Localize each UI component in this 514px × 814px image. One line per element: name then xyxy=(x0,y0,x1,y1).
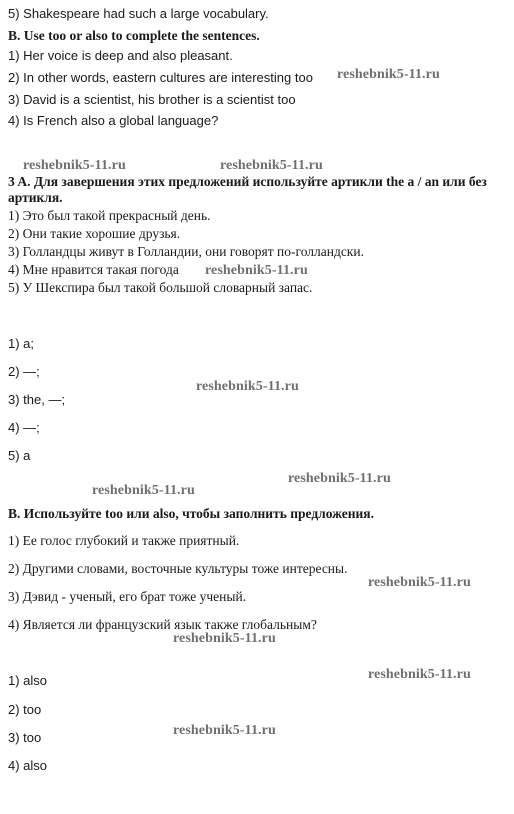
section-b-ru-item-2: 2) Другими словами, восточные культуры тоже интересны. xyxy=(8,561,348,576)
section-b-ru-answer-4: 4) also xyxy=(8,758,48,773)
section-b-ru-item-3: 3) Дэвид - ученый, его брат тоже ученый. xyxy=(8,589,247,604)
section-3a-answer-2: 2) —; xyxy=(8,364,40,379)
watermark: reshebnik5-11.ru xyxy=(368,667,471,682)
english-b-item-1: 1) Her voice is deep and also pleasant. xyxy=(8,48,233,63)
watermark: reshebnik5-11.ru xyxy=(368,575,471,590)
watermark: reshebnik5-11.ru xyxy=(92,483,195,498)
section-3a-answer-4: 4) —; xyxy=(8,420,40,435)
section-3a-answer-1: 1) a; xyxy=(8,336,35,351)
watermark: reshebnik5-11.ru xyxy=(196,379,299,394)
section-b-heading-ru: B. Используйте too или also, чтобы заполнить предложения. xyxy=(8,506,374,521)
watermark: reshebnik5-11.ru xyxy=(173,723,276,738)
section-3a-item-5: 5) У Шекспира был такой большой словарный запас. xyxy=(8,280,313,295)
section-b-heading-en: B. Use too or also to complete the sentences. xyxy=(8,28,260,43)
section-3a-heading: 3 A. Для завершения этих предложений используйте артикли the a / an или без артикля. xyxy=(8,174,487,205)
section-3a-answer-5: 5) a xyxy=(8,448,31,463)
section-b-ru-answer-2: 2) too xyxy=(8,702,42,717)
english-b-item-2: 2) In other words, eastern cultures are interesting too xyxy=(8,70,313,85)
english-b-item-3: 3) David is a scientist, his brother is a scientist too xyxy=(8,92,296,107)
section-b-ru-item-4: 4) Является ли французский язык также глобальным? xyxy=(8,617,317,632)
english-item-5: 5) Shakespeare had such a large vocabulary. xyxy=(8,6,269,21)
watermark: reshebnik5-11.ru xyxy=(288,471,391,486)
english-b-item-4: 4) Is French also a global language? xyxy=(8,113,219,128)
section-3a-item-4: 4) Мне нравится такая погода xyxy=(8,262,179,277)
section-b-ru-answer-1: 1) also xyxy=(8,673,48,688)
watermark: reshebnik5-11.ru xyxy=(220,158,323,173)
section-b-ru-answer-3: 3) too xyxy=(8,730,42,745)
watermark: reshebnik5-11.ru xyxy=(173,631,276,646)
section-3a-item-2: 2) Они такие хорошие друзья. xyxy=(8,226,181,241)
section-3a-item-1: 1) Это был такой прекрасный день. xyxy=(8,208,211,223)
watermark: reshebnik5-11.ru xyxy=(23,158,126,173)
section-3a-item-3: 3) Голландцы живут в Голландии, они говорят по-голландски. xyxy=(8,244,364,259)
watermark: reshebnik5-11.ru xyxy=(337,67,440,82)
section-b-ru-item-1: 1) Ее голос глубокий и также приятный. xyxy=(8,533,240,548)
section-3a-answer-3: 3) the, —; xyxy=(8,392,66,407)
watermark: reshebnik5-11.ru xyxy=(205,263,308,278)
